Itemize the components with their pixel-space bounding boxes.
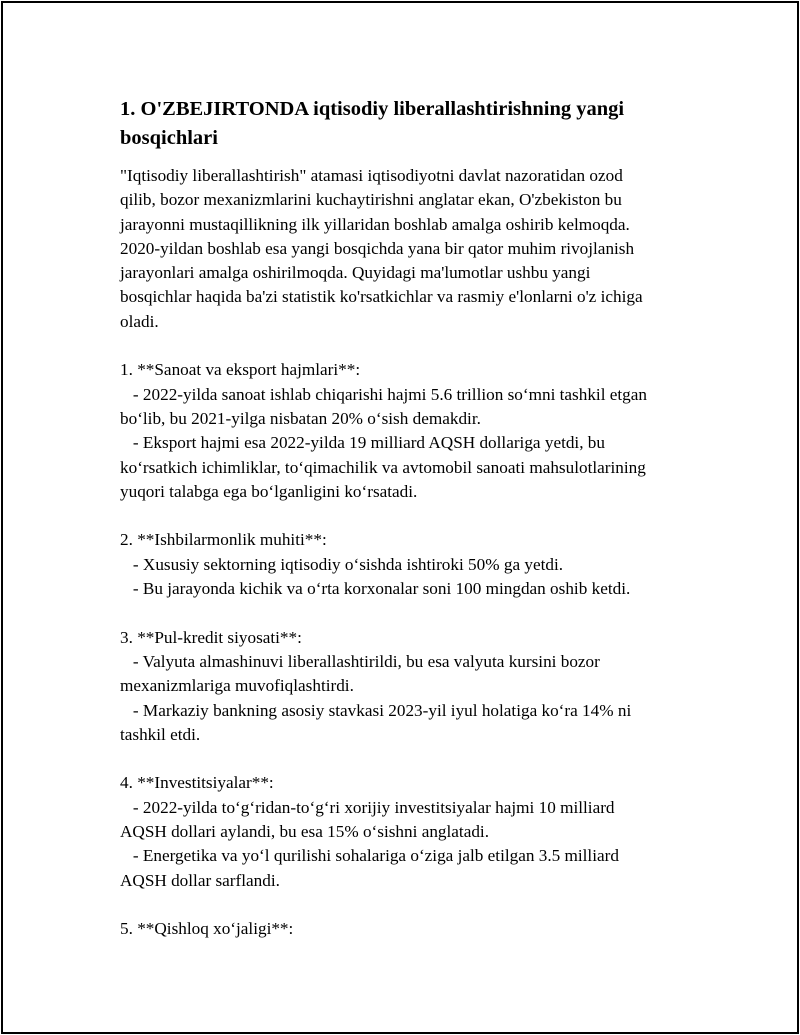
document-body: "Iqtisodiy liberallashtirish" atamasi iqtisodiyotni davlat nazoratidan ozod qilib, bozor mexanizmlarini kuchaytirishni anglatar ekan, O'zbekiston bu jarayonni mustaqillikning ilk yillaridan boshlab amalga oshirib kelmoqda. 2020-yildan boshlab esa yangi bosqichda yana bir qator muhim rivojlanish jarayonlari amalga oshirilmoqda. Quyidagi ma'lumotlar ushbu yangi bosqichlar haqida ba'zi statistik ko'rsatkichlar va rasmiy e'lonlarni o'z ichiga oladi. 1. **Sanoat va eksport hajmlari**: - 2022-yilda sanoat ishlab chiqarishi hajmi 5.6 trillion so‘mni tashkil etgan bo‘lib, bu 2021-yilga nisbatan 20% o‘sish demakdir. - Eksport hajmi esa 2022-yilda 19 milliard AQSH dollariga yetdi, bu ko‘rsatkich ichimliklar, to‘qimachilik va avtomobil sanoati mahsulotlarining yuqori talabga ega bo‘lganligini ko‘rsatadi. 2. **Ishbilarmonlik muhiti**: - Xususiy sektorning iqtisodiy o‘sishda ishtiroki 50% ga yetdi. - Bu jarayonda kichik va o‘rta korxonalar soni 100 mingdan oshib ketdi. 3. **Pul-kredit siyosati**: - Valyuta almashinuvi liberallashtirildi, bu esa valyuta kursini bozor mexanizmlariga muvofiqlashtirdi. - Markaziy bankning asosiy stavkasi 2023-yil iyul holatiga ko‘ra 14% ni tashkil etdi. 4. **Investitsiyalar**: - 2022-yilda to‘g‘ridan-to‘g‘ri xorijiy investitsiyalar hajmi 10 milliard AQSH dollari aylandi, bu esa 15% o‘sishni anglatadi. - Energetika va yo‘l qurilishi sohalariga o‘ziga jalb etilgan 3.5 milliard AQSH dollar sarflandi. 5. **Qishloq xo‘jaligi**: <box>120 166 647 939</box>
document-content <box>120 95 710 942</box>
document-title: 1. O'ZBEJIRTONDA iqtisodiy liberallashtirishning yangi bosqichlari <box>120 98 625 149</box>
page-frame <box>1 1 799 1034</box>
